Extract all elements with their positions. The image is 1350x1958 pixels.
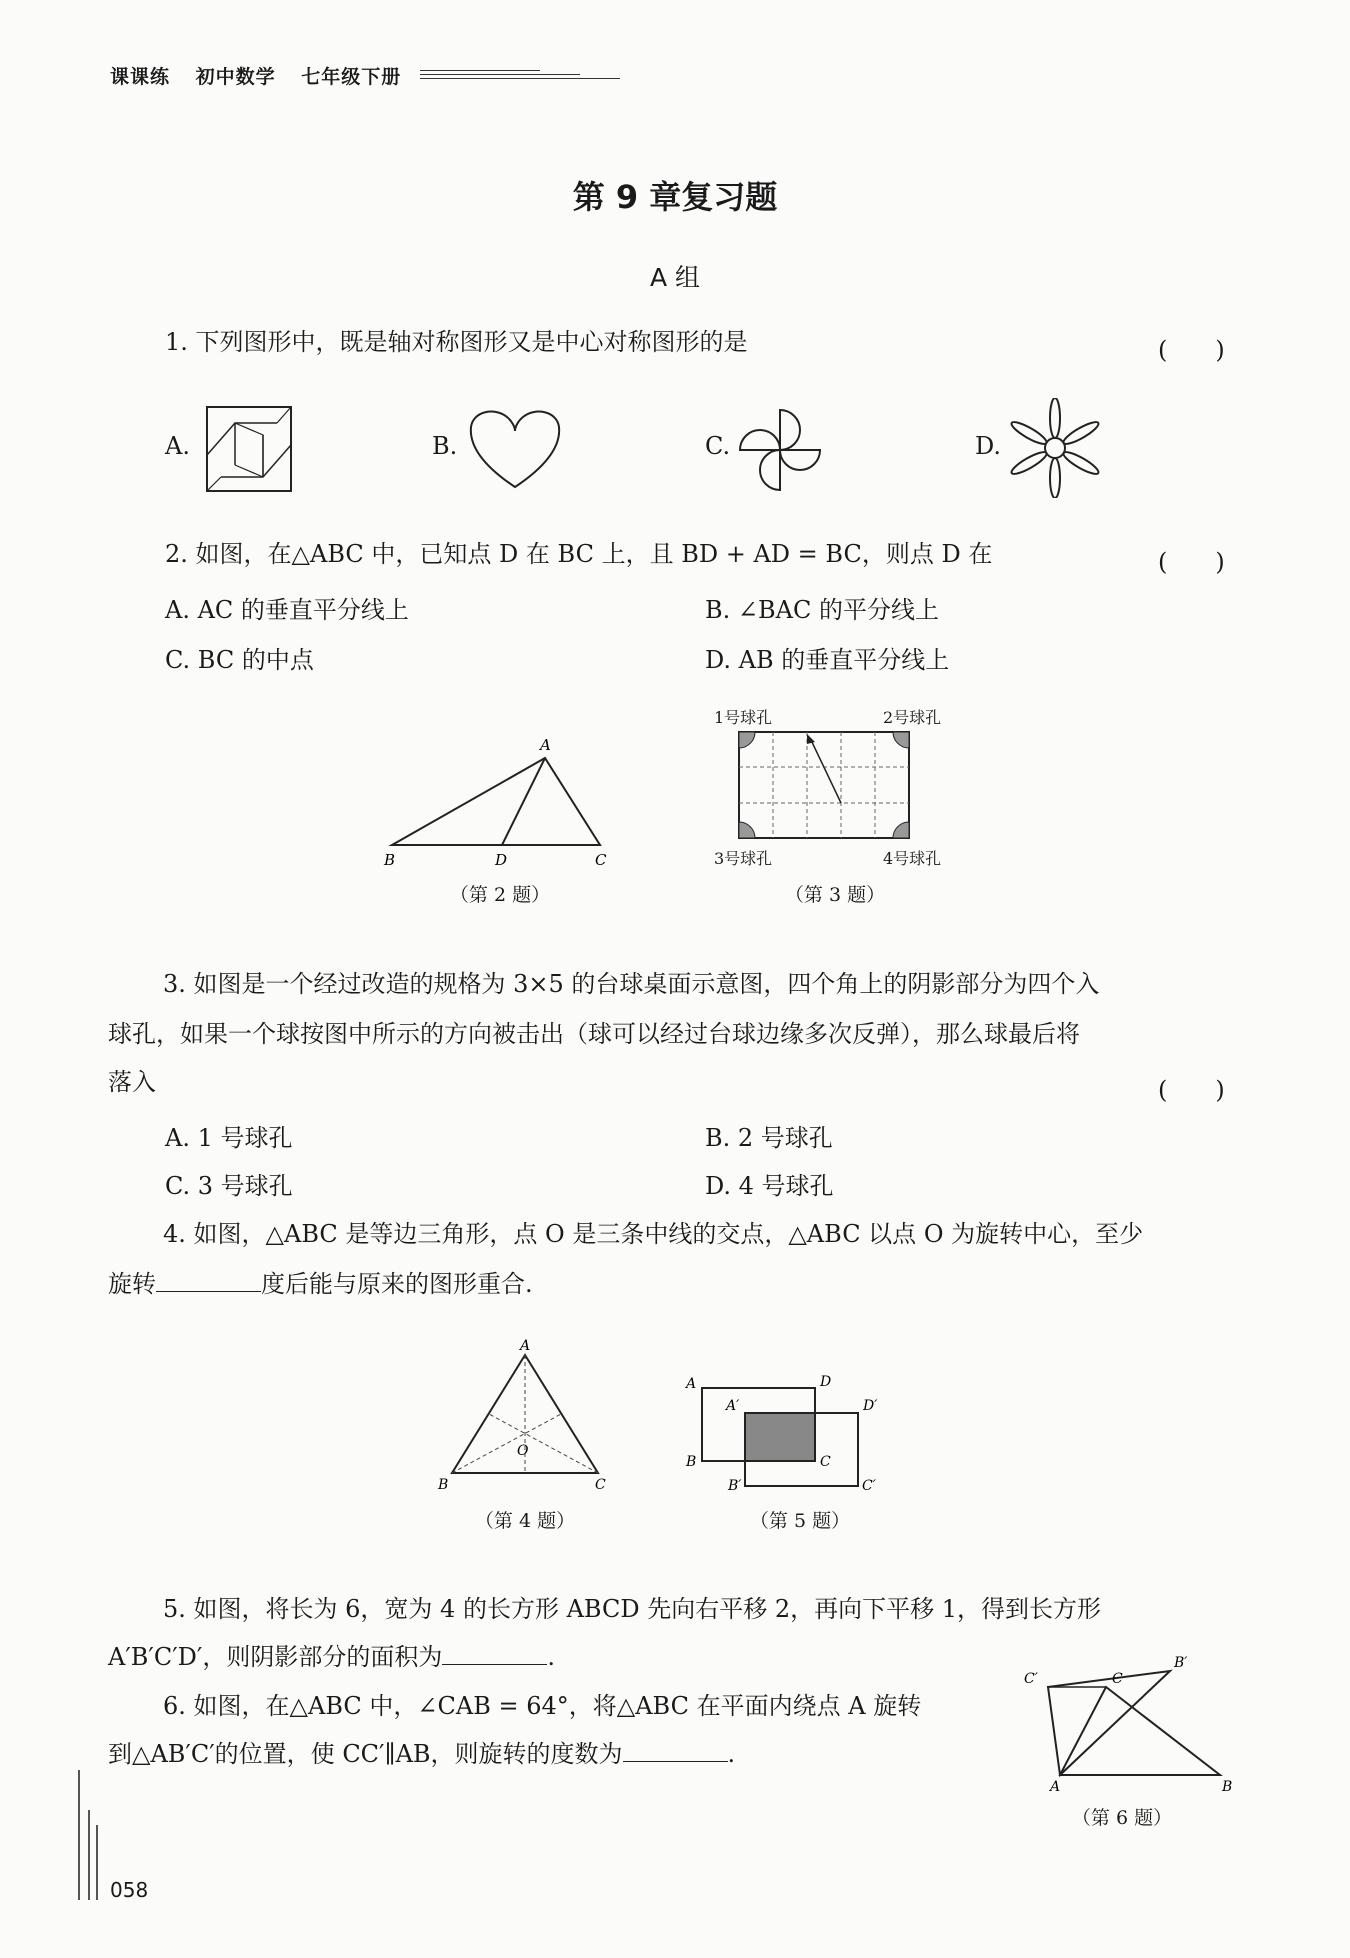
q4-answer-blank[interactable] [156,1269,261,1292]
q5-line-2-b: . [547,1643,556,1671]
fig5-label-b-prime: B′ [728,1478,742,1494]
pinwheel-icon [735,405,825,495]
q1-option-c-label: C. [705,432,731,460]
header-brand: 课课练 [110,66,171,88]
fig3-hole-2: 2号球孔 [883,708,942,727]
figure-3-billiard-table [735,728,915,844]
group-heading: A 组 [649,263,701,292]
page-title: 第 9 章复习题 [572,178,778,216]
q6-answer-blank[interactable] [623,1739,728,1762]
fig5-label-d-prime: D′ [863,1398,878,1414]
q1-option-a-label: A. [165,432,190,460]
q5-line-1: 5. 如图，将长为 6，宽为 4 的长方形 ABCD 先向右平移 2，再向下平移 1，得到长方形 [163,1595,1102,1623]
q3-line-3: 落入 [108,1068,156,1096]
q1-option-d-label: D. [975,432,1002,460]
q2-option-a: A. AC 的垂直平分线上 [165,596,409,624]
fig4-caption: （第 4 题） [474,1510,576,1532]
figure-2-triangle [380,730,620,870]
q3-answer-paren[interactable]: ( ) [1158,1076,1225,1104]
header-grade: 七年级下册 [301,66,402,88]
fig6-label-b: B [1222,1779,1233,1795]
q3-line-2: 球孔，如果一个球按图中所示的方向被击出（球可以经过台球边缘多次反弹），那么球最后将 [108,1020,1080,1048]
q4-line-2-a: 旋转 [108,1270,156,1298]
fig5-label-a-prime: A′ [726,1398,740,1414]
fig4-label-o: O [517,1443,529,1459]
q6-line-1: 6. 如图，在△ABC 中，∠CAB = 64°，将△ABC 在平面内绕点 A 旋转 [163,1692,922,1720]
q5-line-2 [108,1633,555,1681]
fig2-label-d: D [495,851,508,869]
running-header [110,62,419,89]
q6-line-2-b: . [727,1740,736,1768]
fig2-label-c: C [595,851,607,869]
q2-text: 2. 如图，在△ABC 中，已知点 D 在 BC 上，且 BD + AD = BC，则点 D 在 [165,540,993,568]
q3-option-c: C. 3 号球孔 [165,1172,293,1200]
q3-line-1: 3. 如图是一个经过改造的规格为 3×5 的台球桌面示意图，四个角上的阴影部分为四个入 [163,970,1100,998]
figure-6-rotated-triangles [1020,1645,1240,1795]
fig6-label-c-prime: C′ [1024,1671,1038,1687]
q2-option-c: C. BC 的中点 [165,646,314,674]
q1-text: 1. 下列图形中，既是轴对称图形又是中心对称图形的是 [165,328,748,356]
q2-answer-paren[interactable]: ( ) [1158,548,1225,576]
q6-line-2-a: 到△AB′C′的位置，使 CC′∥AB，则旋转的度数为 [108,1740,623,1768]
fig6-caption: （第 6 题） [1071,1807,1173,1829]
page-number: 058 [110,1878,149,1902]
fig4-label-b: B [438,1477,449,1493]
figure-5-translated-rectangles [680,1370,920,1495]
q1-option-a-figure [205,405,293,493]
fig4-label-a: A [520,1338,531,1354]
q4-line-2-b: 度后能与原来的图形重合. [261,1270,533,1298]
fig5-label-c-prime: C′ [862,1478,876,1494]
fig5-label-d: D [820,1374,832,1390]
fig4-label-c: C [595,1477,606,1493]
q4-line-2 [108,1260,533,1308]
q5-line-2-a: A′B′C′D′，则阴影部分的面积为 [108,1643,443,1671]
fig5-label-b: B [686,1454,697,1470]
header-subject: 初中数学 [195,66,276,88]
header-rule [420,70,620,82]
q3-option-a: A. 1 号球孔 [165,1124,293,1152]
fig5-label-c: C [820,1454,831,1470]
q2-option-d: D. AB 的垂直平分线上 [705,646,950,674]
fig2-label-b: B [384,851,396,869]
q3-option-d: D. 4 号球孔 [705,1172,834,1200]
q5-answer-blank[interactable] [442,1642,547,1665]
q6-line-2 [108,1730,735,1778]
fig5-label-a: A [686,1376,697,1392]
figure-4-equilateral-triangle [435,1335,615,1495]
q1-option-b-label: B. [432,432,458,460]
fig6-label-c: C [1112,1671,1123,1687]
q4-line-1: 4. 如图，△ABC 是等边三角形，点 O 是三条中线的交点，△ABC 以点 O 为旋转中心，至少 [163,1220,1144,1248]
q1-answer-paren[interactable]: ( ) [1158,336,1225,364]
fig6-label-a: A [1050,1779,1061,1795]
q3-option-b: B. 2 号球孔 [705,1124,833,1152]
fig2-label-a: A [540,736,551,754]
fig3-caption: （第 3 题） [784,884,886,906]
fig3-hole-3: 3号球孔 [714,849,773,868]
fig2-caption: （第 2 题） [449,884,551,906]
fig3-hole-4: 4号球孔 [883,849,942,868]
fig3-hole-1: 1号球孔 [714,708,773,727]
fig5-caption: （第 5 题） [749,1510,851,1532]
heart-icon [465,405,565,495]
q2-option-b: B. ∠BAC 的平分线上 [705,596,939,624]
fig6-label-b-prime: B′ [1174,1655,1188,1671]
flower-icon [1005,398,1105,498]
